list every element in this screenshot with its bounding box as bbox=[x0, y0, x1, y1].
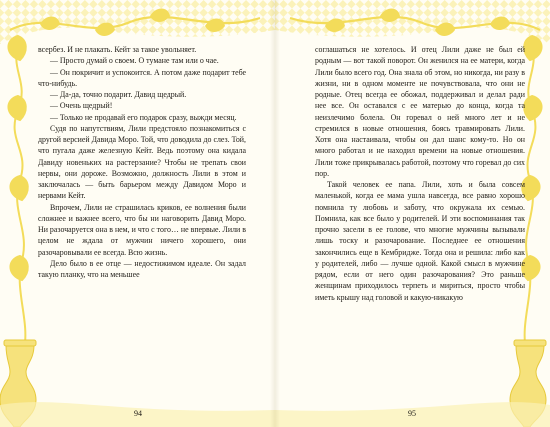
page-number-right: 95 bbox=[408, 409, 416, 418]
book-gutter bbox=[270, 0, 280, 427]
paragraph: — Да-да, точно подарит. Давид щедрый. bbox=[50, 90, 187, 99]
fleur-ornament bbox=[8, 36, 27, 350]
paragraph: Впрочем, Лили не страшилась криков, ее волнения были сложнее и важнее всего, что бы ни наговорить Давид Моро. Ни разочаруется она в нем, и что с того… не впервые. Лили в целом не ждала от мужчин ничего хорошего, они разочаровывали ее всегда. Всю жизнь. bbox=[38, 202, 246, 257]
right-page-text bbox=[315, 44, 525, 303]
paragraph: Такой человек ее папа. Лили, хоть и была совсем маленькой, когда ее мама ушла навсегда, все равно хорошо помнила ту любовь и заботу, что окружала их семью. Помнила, как все было у родителей. И эти воспоминания так прочно засели в ее голове, что многие мужчины вызывали лишь тоску и разочарование. Последнее ее отношения закончились еще в Кембридже. Тогда она и решила: либо как у родителей, либо — лучше одной. Какой смысл в мужчине рядом, если от него один разочарования? Это раньше женщинам приходилось терпеть и мириться, просто чтобы иметь крышу над головой и какую-никакую bbox=[315, 180, 525, 302]
paragraph: — Он покричит и успокоится. А потом даже подарит тебе что-нибудь. bbox=[38, 67, 246, 88]
paragraph: Дело было в ее отце — недостижимом идеале. Он задал такую планку, что на меньшее bbox=[38, 258, 246, 279]
fleur-ornament bbox=[522, 36, 541, 350]
right-page bbox=[275, 0, 550, 427]
paragraph: — Очень щедрый! bbox=[50, 101, 113, 111]
page-number-left: 94 bbox=[134, 409, 142, 418]
paragraph: — Просто думай о своем. О тумане там или о чае. bbox=[50, 56, 219, 66]
paragraph: всербез. И не плакать. Кейт за такое увольняет. bbox=[38, 45, 197, 54]
paragraph: — Только не продавай его подарок сразу, выжди месяц. bbox=[50, 112, 237, 122]
paragraph: Судя по напутствиям, Лили предстояло познакомиться с другой версией Давида Моро. Той, что доводила до слез. Той, что пугала даже железную Кейт. Ведь поэтому она кидала Давиду новеньких на растерзание? Чтобы не трепать свои нервы, они дороже. Возможно, должность Лили в этом и заключалась — быть барьером между Давидом Моро и нервами Кейт. bbox=[38, 123, 246, 201]
paragraph: соглашаться не хотелось. И отец Лили даже не был ей родным — вот такой поворот. Он женился на ее матери, когда Лили было всего год. Она знала об этом, но никогда, ни разу в жизни, ни в одном моменте не почувствовала, что они не родные. Отец всегда ее обожал, поддерживал и делал ради нее все. Он оставался с ее матерью до конца, когда та неизлечимо болела. Он горевал о ней много лет и не стремился в новые отношения, боясь травмировать Лили. Хотя она настаивала, чтобы он дал шанс кому-то. Но он много работал и не находил времени на новые отношения. Лили тоже прикрывалась работой, поэтому что горевал до сих пор. bbox=[315, 45, 525, 178]
left-page-text bbox=[38, 44, 246, 280]
